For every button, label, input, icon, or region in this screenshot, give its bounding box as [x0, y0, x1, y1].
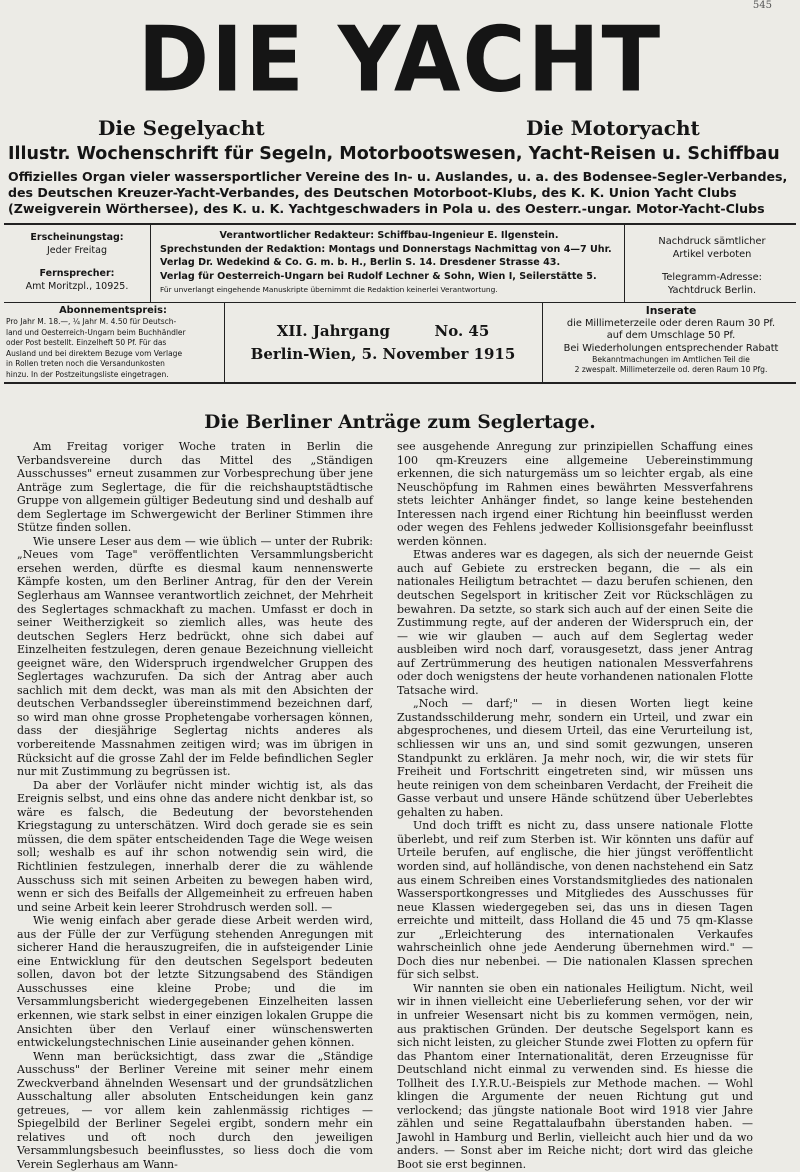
article-column-left	[17, 440, 373, 1171]
editor-line: Für unverlangt eingehende Manuskripte übernimmt die Redaktion keinerlei Verantwortung.	[160, 285, 498, 294]
column-rule	[224, 303, 225, 382]
column-rule	[150, 225, 151, 302]
article-title: Die Berliner Anträge zum Seglertage.	[204, 412, 596, 433]
fernsprecher-value: Amt Moritzpl., 10925.	[25, 281, 129, 292]
inserate-line: die Millimeterzeile oder deren Raum 30 Pf.	[566, 317, 776, 329]
volume: XII. Jahrgang	[276, 322, 391, 340]
telegramm-value: Yachtdruck Berlin.	[667, 285, 757, 296]
article-paragraph: see ausgehende Anregung zur prinzipiellen Schaffung eines 100 qm-Kreuzers eine allgemeine Uebereinstimmung erkennen, die sich naturgemäss um so leichter ergab, als eine Neuschöpfung im Rahmen eines bewährten Messverfahrens stets leichter Anhänger findet, so lange keine bestehenden Interessen nach irgend einer Richtung hin beeinflusst werden oder wegen des Fehlens jedweder Kollisionsgefahr beeinflusst werden können.	[397, 440, 753, 548]
column-rule	[624, 225, 625, 302]
telegramm-label: Telegramm-Adresse:	[662, 272, 762, 283]
nachdruck-line: Artikel verboten	[672, 249, 752, 260]
article-paragraph: „Noch — darf;" — in diesen Worten liegt keine Zustandsschilderung mehr, sondern ein Urteil, und zwar ein abgesprochenes, und diesem Urteil, das eine Verurteilung ist, schliessen wir uns an, und sind somit gezwungen, unseren Standpunkt zu erklären. Ja mehr noch, wir, die wir stets für Freiheit und Fortschritt eingetreten sind, wir müssen uns heute reinigen von dem scheinbaren Verdacht, der Freiheit die Gasse verbaut und unsere Hände schützend über Ueberlebtes gehalten zu haben.	[397, 697, 753, 819]
header-divider	[4, 223, 796, 225]
column-rule	[542, 303, 543, 382]
editor-line: Verlag für Oesterreich-Ungarn bei Rudolf Lechner & Sohn, Wien I, Seilerstätte 5.	[160, 270, 597, 282]
tagline: Illustr. Wochenschrift für Segeln, Motorbootswesen, Yacht-Reisen u. Schiffbau	[8, 144, 780, 164]
place-date: Berlin-Wien, 5. November 1915	[250, 345, 516, 363]
nachdruck-line: Nachdruck sämtlicher	[658, 236, 766, 247]
publication-info	[8, 231, 146, 293]
abo-line: Pro Jahr M. 18.—, ¼ Jahr M. 4.50 für Deutsch-	[6, 317, 177, 326]
article-paragraph: Wie unsere Leser aus dem — wie üblich — unter der Rubrik: „Neues vom Tage" veröffentlichten Versammlungsbericht ersehen werden, dürfte es diesmal kaum nennenswerte Kämpfe kosten, um den Berliner Antrag, für den der Verein Seglerhaus am Wannsee verantwortlich zeichnet, der Mehrheit des Seglertages schmackhaft zu machen. Umfasst er doch in seiner Weitherzigkeit so ziemlich alles, was heute des deutschen Seglers Herz bedrückt, ohne sich dabei auf Einzelheiten festzulegen, deren genaue Bezeichnung vielleicht geeignet wäre, den Widerspruch irgendwelcher Gruppen des Seglertages wachzurufen. Da sich der Antrag aber auch sachlich mit dem deckt, was man als mit den Absichten der deutschen Verbandssegler übereinstimmend bezeichnen darf, so wird man ohne grosse Prophetengabe vorhersagen können, dass der diesjährige Seglertag nichts anderes als vorbereitende Massnahmen zeitigen wird; was im übrigen in Rücksicht auf die grosse Zahl der im Felde befindlichen Segler nur mit Zustimmung zu begrüssen ist.	[17, 534, 373, 779]
abo-line: in Rollen treten noch die Versandunkosten	[6, 359, 165, 369]
article-paragraph: Etwas anderes war es dagegen, als sich der neuernde Geist auch auf Gebiete zu erstrecken begann, die — als ein nationales Heiligtum betrachtet — dazu berufen schienen, den deutschen Segelsport in kritischer Zeit vor Rückschlägen zu bewahren. Da setzte, so stark sich auch auf der einen Seite die Zustimmung regte, auf der anderen der Widerspruch ein, der — wie wir glauben — auch auf dem Seglertag weder ausbleiben wird noch darf, vorausgesetzt, dass jener Antrag auf Zertrümmerung des heutigen nationalen Messverfahrens oder doch wenigstens der heute vorhandenen nationalen Flotte Tatsache wird.	[397, 548, 753, 697]
page-number: 545	[752, 0, 772, 11]
abo-line: oder Post bestellt. Einzelheft 50 Pf. Für das	[6, 338, 167, 348]
issue-number: No. 45	[434, 322, 490, 340]
inserate-line: Bekanntmachungen im Amtlichen Teil die	[592, 355, 750, 365]
official-line: Offizielles Organ vieler wassersportlicher Vereine des In- u. Auslandes, u. a. des Bodensee-Segler-Verbandes,	[8, 169, 788, 184]
abo-title: Abonnementspreis:	[59, 305, 167, 316]
reprint-info	[630, 235, 794, 297]
abo-line: Ausland und bei direktem Bezuge vom Verlage	[6, 348, 183, 358]
abo-line: land und Oesterreich-Ungarn beim Buchhändler	[6, 327, 186, 337]
subtitle-segelyacht: Die Segelyacht	[98, 116, 265, 140]
abo-line: hinzu. In der Postzeitungsliste eingetragen.	[6, 369, 169, 379]
official-line: (Zweigverein Wörthersee), des K. u. K. Yachtgeschwaders in Pola u. des Oesterr.-ungar. Motor-Yacht-Clubs	[8, 201, 765, 216]
official-line: des Deutschen Kreuzer-Yacht-Verbandes, des Deutschen Motorboot-Klubs, des K. K. Union Yacht Clubs	[8, 185, 737, 200]
inserate-line: auf dem Umschlage 50 Pf.	[606, 330, 736, 342]
fernsprecher-label: Fernsprecher:	[39, 268, 115, 279]
subtitle-motoryacht: Die Motoryacht	[526, 116, 700, 140]
inserate-line: 2 zwespalt. Millimeterzeile od. deren Raum 10 Pfg.	[574, 364, 768, 374]
article-paragraph: Da aber der Vorläufer nicht minder wichtig ist, als das Ereignis selbst, und eins ohne das andere nicht denkbar ist, so wäre es falsch, die Bedeutung der bevorstehenden Kriegstagung zu unterschätzen. Wird doch gerade sie es sein müssen, die dem später entscheidenden Tage die Wege weisen soll; weshalb es auf ihr schon notwendig sein wird, die Richtlinien festzulegen, innerhalb derer die zu wählende Ausschuss sich mit seinen Arbeiten zu bewegen haben wird, wenn er sich des Beifalls der Allgemeinheit zu erfreuen haben und seine Arbeit kein leerer Strohdrusch werden soll. —	[17, 778, 373, 914]
article-paragraph: Wie wenig einfach aber gerade diese Arbeit werden wird, aus der Fülle der zur Verfügung stehenden Anregungen mit sicherer Hand die herauszugreifen, die in aufsteigender Linie eine Entwicklung für den deutschen Segelsport bedeuten sollen, davon bot der letzte Sitzungsabend des Ständigen Ausschusses eine kleine Probe; und die im Versammlungsbericht wiedergegebenen Einzelheiten lassen erkennen, wie stark selbst in einer einzigen lokalen Gruppe die Ansichten über den Verlauf einer wünschenswerten entwickelungstechnischen Linie auseinander gehen können.	[17, 914, 373, 1050]
erscheinung-value: Jeder Freitag	[47, 245, 107, 256]
editorial-info	[160, 229, 618, 297]
editor-line: Sprechstunden der Redaktion: Montags und Donnerstags Nachmittag von 4—7 Uhr.	[160, 243, 612, 255]
editor-line: Verlag Dr. Wedekind & Co. G. m. b. H., Berlin S. 14. Dresdener Strasse 43.	[160, 257, 561, 268]
article-paragraph: Wenn man berücksichtigt, dass zwar die „Ständige Ausschuss" der Berliner Vereine mit seiner mehr einem Zweckverband ähnelnden Wesensart und der grundsätzlichen Ausschaltung aller absoluten Entscheidungen kein ganz getreues, — vor allem kein zahlenmässig richtiges — Spiegelbild der Berliner Segelei ergibt, sondern mehr ein relatives und oft noch durch den jeweiligen Versammlungsbesuch beeinflusstes, so liess doch die vom Verein Seglerhaus am Wann-	[17, 1049, 373, 1171]
erscheinung-label: Erscheinungstag:	[30, 232, 124, 243]
masthead-title: DIE YACHT	[137, 7, 663, 113]
article-paragraph: Wir nannten sie oben ein nationales Heiligtum. Nicht, weil wir in ihnen vielleicht eine Ueberlieferung sehen, vor der wir in unfreier Wesensart nicht bis zu kommen vermögen, nein, aus praktischen Gründen. Der deutsche Segelsport kann es sich nicht leisten, zu gleicher Stunde zwei Flotten zu opfern für das Phantom einer Internationalität, deren Erzeugnisse für Deutschland nicht einmal zu verwenden sind. Es hiesse die Tollheit des I.Y.R.U.-Beispiels zur Methode machen. — Wohl klingen die Argumente der neuen Richtung gut und verlockend; das jüngste nationale Boot wird 1918 vier Jahre zählen und seine Regattalaufbahn überstanden haben. — Jawohl in Hamburg und Berlin, vielleicht auch hier und da wo anders. — Sonst aber im Reiche nicht; dort wird das gleiche Boot sie erst beginnen.	[397, 981, 753, 1171]
info-bottom-divider	[4, 382, 796, 384]
advertising-rates	[546, 305, 796, 374]
editor-line: Verantwortlicher Redakteur: Schiffbau-Ingenieur E. Ilgenstein.	[219, 230, 559, 241]
subscription-info	[6, 305, 220, 381]
inserate-line: Bei Wiederholungen entsprechender Rabatt	[563, 342, 779, 354]
article-paragraph: Und doch trifft es nicht zu, dass unsere nationale Flotte überlebt, und reif zum Sterben ist. Wir könnten uns dafür auf Urteile berufen, auf englische, die hier jüngst veröffentlicht worden sind, auf holländische, von denen nachstehend ein Satz aus einem Schreiben eines Vorstandsmitgliedes des nationalen Wassersportkongresses und Mitgliedes des Ausschusses für neue Klassen wiedergegeben sei, das uns in diesen Tagen erreichte und mitteilt, dass Holland die 45 und 75 qm-Klasse zur „Erleichterung des internationalen Verkaufes wahrscheinlich ohne jede Aenderung übernehmen wird." — Doch dies nur nebenbei. — Die nationalen Klassen sprechen für sich selbst.	[397, 819, 753, 982]
inserate-title: Inserate	[645, 304, 697, 317]
article-paragraph: Am Freitag voriger Woche traten in Berlin die Verbandsvereine durch das Mittel des „Ständigen Ausschusses" erneut zusammen zur Vorbesprechung über jene Anträge zum Seglertage, die für die reichshauptstädtische Gruppe von allgemein gültiger Bedeutung sind und deshalb auf dem Seglertage im Schwergewicht der Berliner Stimmen ihre Stütze finden sollen.	[17, 440, 373, 535]
issue-info	[230, 320, 536, 366]
article-column-right	[397, 440, 753, 1171]
info-divider	[4, 302, 796, 303]
official-organ-text	[8, 169, 792, 217]
